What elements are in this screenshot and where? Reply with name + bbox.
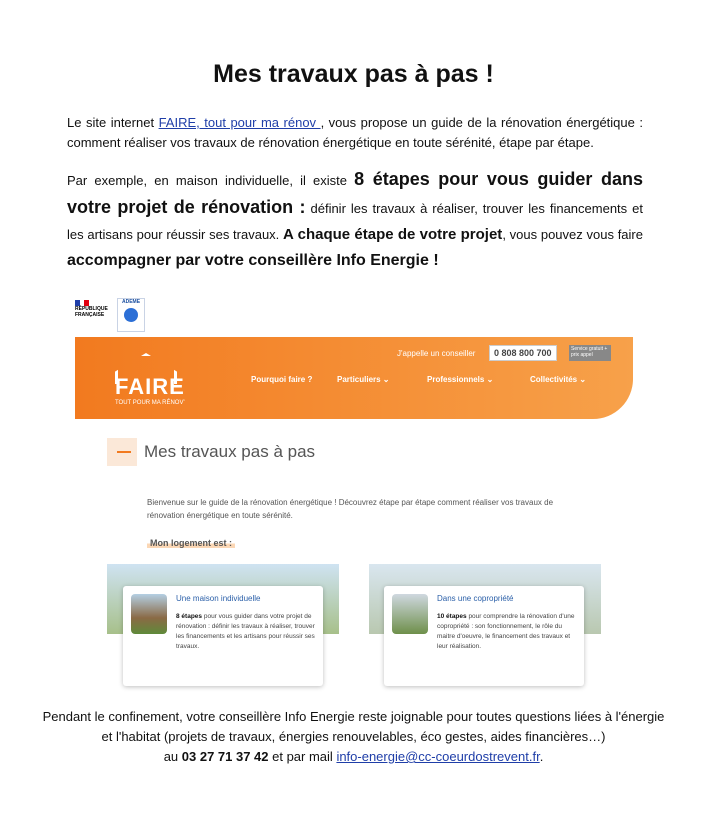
nav-particuliers[interactable]: Particuliers ⌄ xyxy=(337,375,390,384)
example-highlight-each-step: A chaque étape de votre projet xyxy=(283,226,503,243)
ademe-label: ADEME xyxy=(121,299,141,305)
nav-pourquoi-faire[interactable]: Pourquoi faire ? xyxy=(251,375,313,384)
logement-label: Mon logement est : xyxy=(147,538,235,548)
faire-website-screenshot xyxy=(67,292,633,692)
hotline-number[interactable]: 0 808 800 700 xyxy=(489,345,557,361)
phone-number: 03 27 71 37 42 xyxy=(181,749,269,764)
example-paragraph xyxy=(67,166,643,274)
card-title: Une maison individuelle xyxy=(176,594,261,603)
globe-icon xyxy=(124,308,138,322)
dash-icon xyxy=(107,438,137,466)
card-steps-count: 10 étapes xyxy=(437,613,467,620)
card-body xyxy=(437,612,577,652)
email-link[interactable]: info-energie@cc-coeurdostrevent.fr xyxy=(336,749,540,764)
example-text-e: , vous pouvez vous faire xyxy=(502,227,643,242)
contact-au: au xyxy=(163,749,182,764)
faire-logo[interactable] xyxy=(115,353,185,406)
example-highlight-steps: 8 étapes pour vous guider dans votre projet de rénovation : xyxy=(67,169,643,217)
card-text: pour vous guider dans votre projet de rénovation : définir les travaux à réaliser, trouver les financements et les artisans pour réussir ses travaux. xyxy=(176,613,315,650)
intro-paragraph xyxy=(67,113,643,153)
faire-logo-subtitle: TOUT POUR MA RÉNOV' xyxy=(115,400,185,406)
site-header-banner xyxy=(75,337,633,419)
example-highlight-accompany: accompagner par votre conseillère Info Energie ! xyxy=(67,252,439,269)
call-advisor-label: J'appelle un conseiller xyxy=(397,349,476,358)
house-thumbnail xyxy=(131,594,167,634)
page-title: Mes travaux pas à pas ! xyxy=(213,60,494,88)
intro-text-before: Le site internet xyxy=(67,115,159,130)
republique-francaise-logo xyxy=(75,300,115,334)
section-heading-text: Mes travaux pas à pas xyxy=(144,442,316,461)
faire-link[interactable]: FAIRE, tout pour ma rénov xyxy=(158,115,321,130)
contact-mail-pre: et par mail xyxy=(268,749,337,764)
example-text-c: définir les travaux à réaliser, trouver les financements et les artisans pour réussir ses travaux. xyxy=(67,201,643,242)
building-thumbnail xyxy=(392,594,428,634)
contact-text: Pendant le confinement, votre conseillère Info Energie reste joignable pour toutes questions liées à l'énergie et l'habitat (projets de travaux, énergies renouvelables, éco gestes, aides financières…) xyxy=(42,709,665,744)
gov-label: RÉPUBLIQUE FRANÇAISE xyxy=(75,306,108,318)
contact-end: . xyxy=(539,749,544,764)
faire-logo-word: FAIRE xyxy=(115,374,185,399)
guide-intro: Bienvenue sur le guide de la rénovation énergétique ! Découvrez étape par étape comment réaliser vos travaux de rénovation énergétique en toute sérénité. xyxy=(147,498,554,520)
card-text: pour comprendre la rénovation d'une copropriété : son fonctionnement, le rôle du maitre d'oeuvre, le financement des travaux et leur réalisation. xyxy=(437,613,575,650)
ademe-logo xyxy=(117,298,145,332)
card-steps-count: 8 étapes xyxy=(176,613,203,620)
card-copropriete[interactable] xyxy=(384,586,584,686)
card-title: Dans une copropriété xyxy=(437,594,514,603)
example-text-a: Par exemple, en maison individuelle, il existe xyxy=(67,173,355,188)
house-roof-icon xyxy=(115,353,177,384)
card-maison-individuelle[interactable] xyxy=(123,586,323,686)
contact-paragraph xyxy=(40,707,667,767)
nav-professionnels[interactable]: Professionnels ⌄ xyxy=(427,375,494,384)
service-badge: Service gratuit + prix appel xyxy=(569,345,611,361)
intro-text-after: , vous propose un guide de la rénovation énergétique : comment réaliser vos travaux de rénovation énergétique en toute sérénité, étape par étape. xyxy=(67,115,643,150)
card-body xyxy=(176,612,316,652)
nav-collectivites[interactable]: Collectivités ⌄ xyxy=(530,375,587,384)
